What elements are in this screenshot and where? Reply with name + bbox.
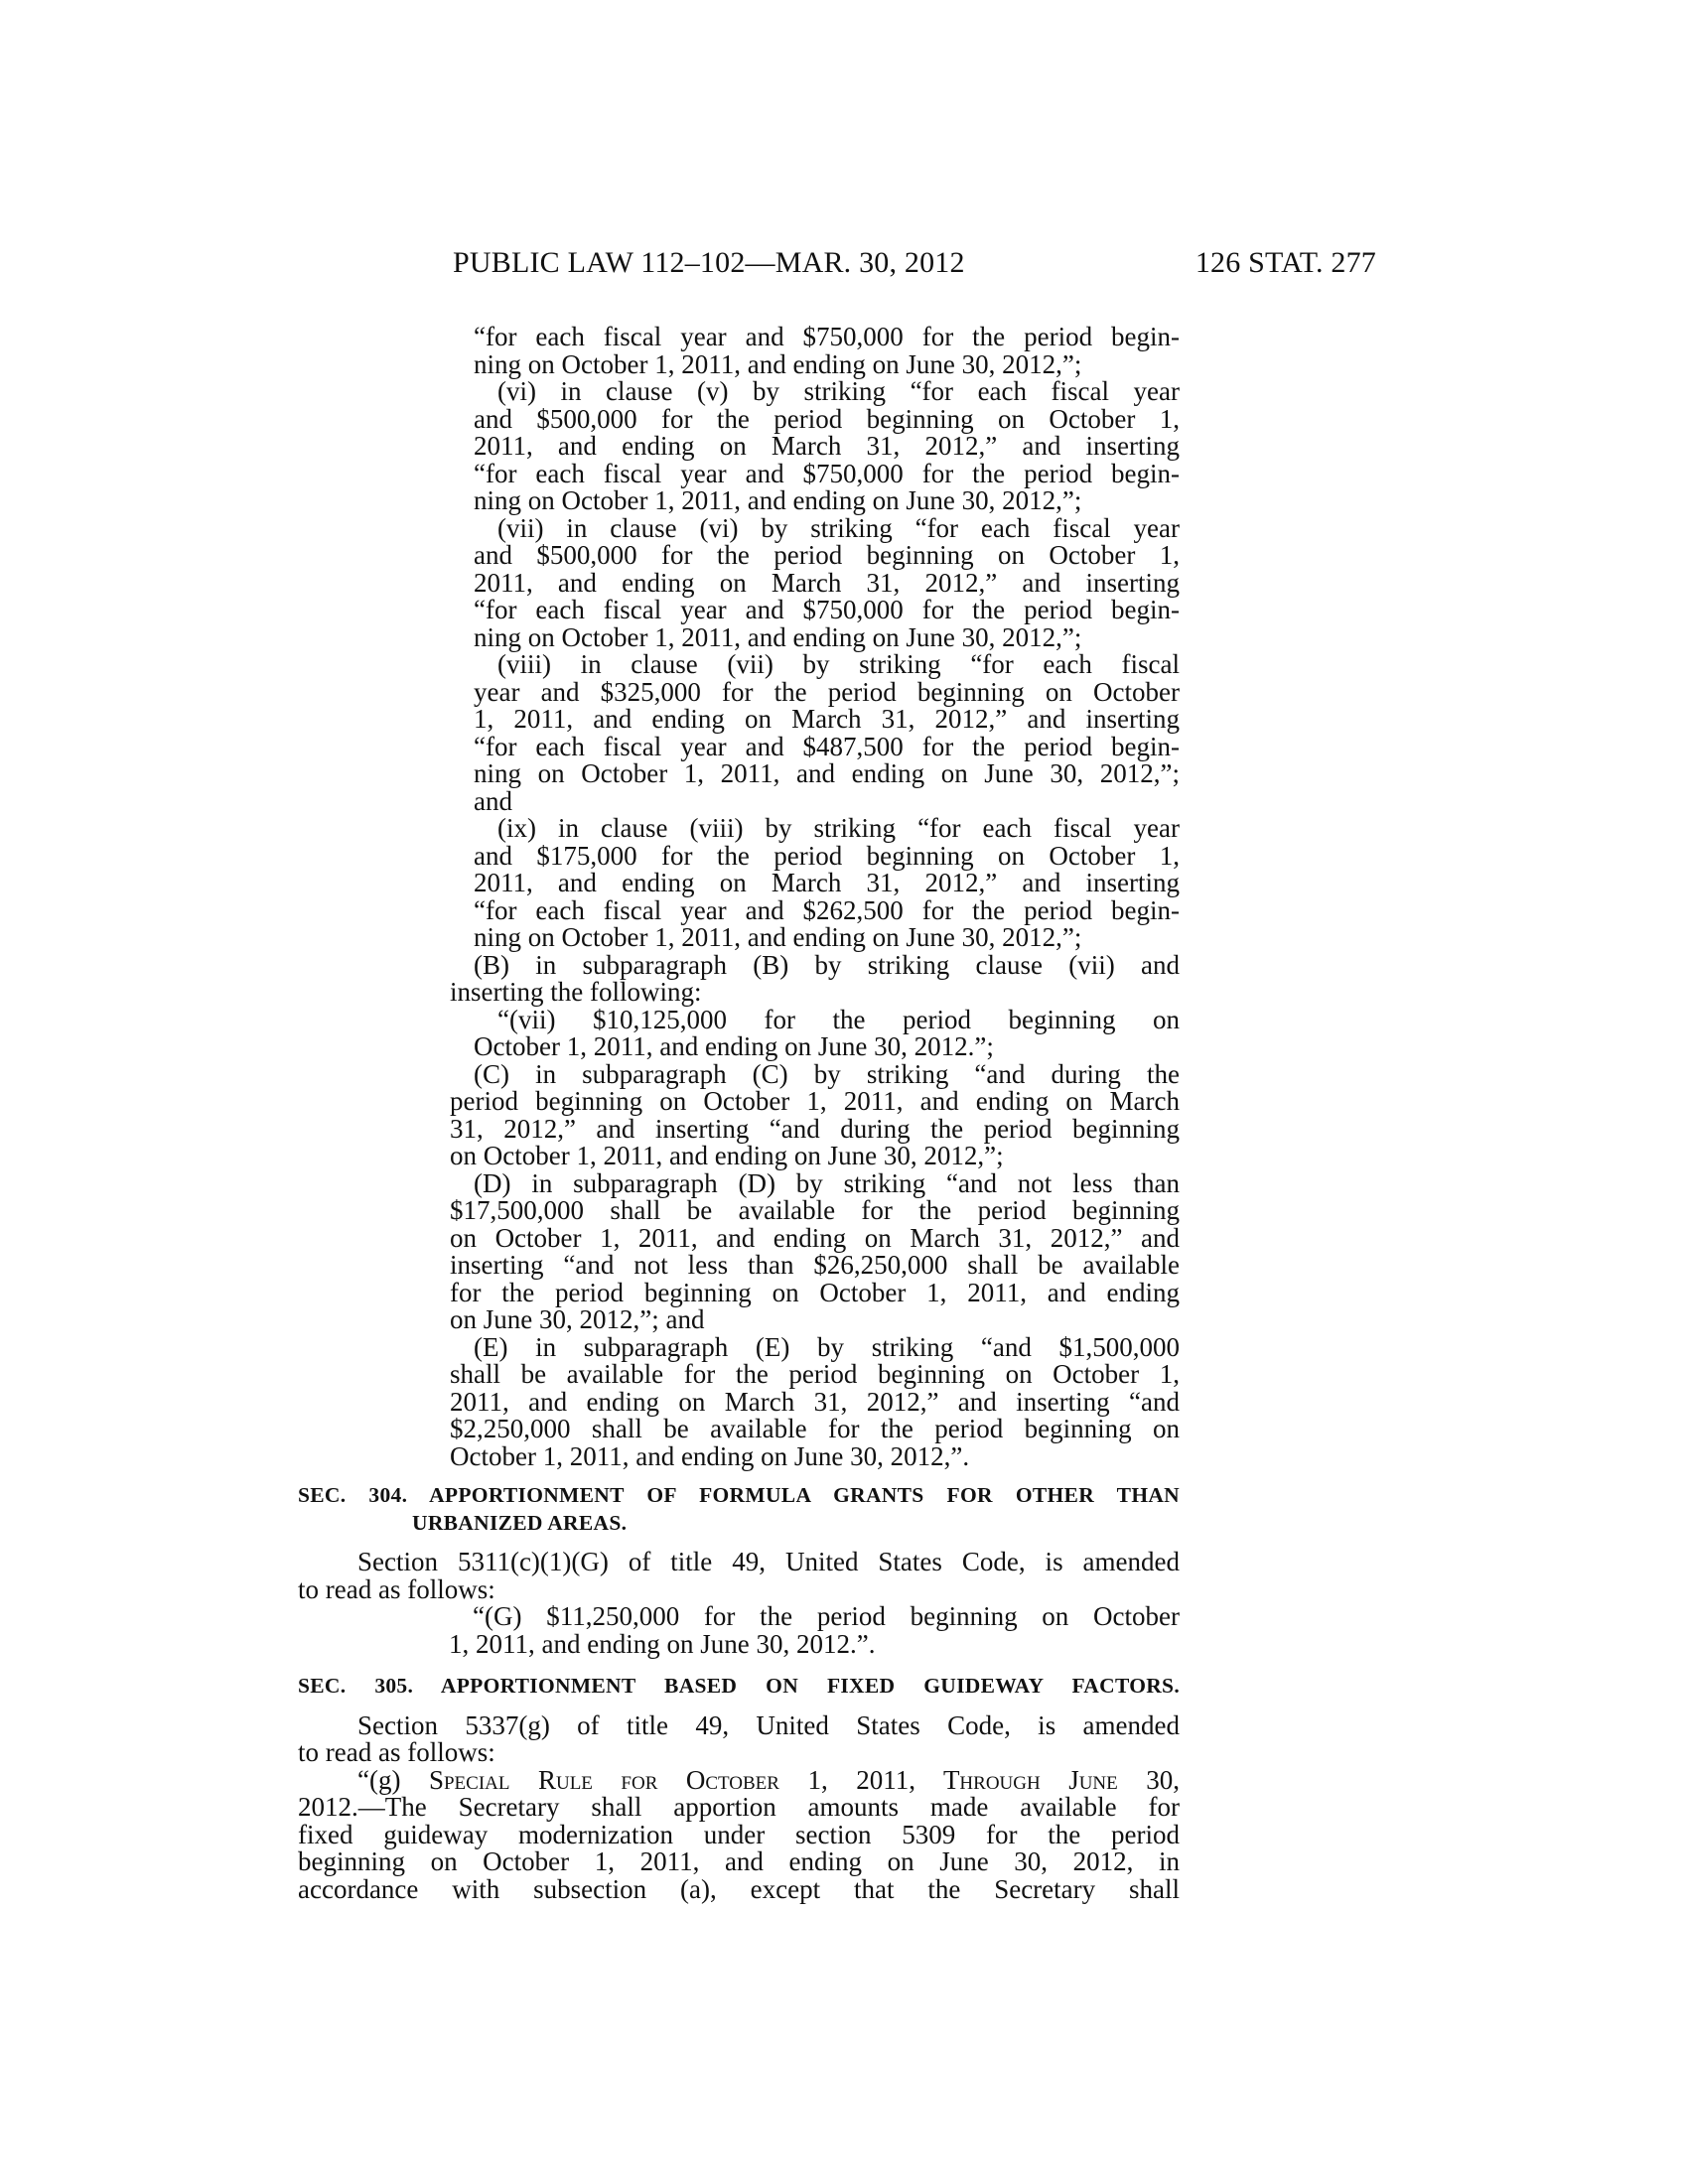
- text-line: “for each fiscal year and $750,000 for the period begin-: [474, 322, 1180, 351]
- text-line: inserting the following:: [450, 977, 702, 1007]
- running-head: PUBLIC LAW 112–102—MAR. 30, 2012: [453, 246, 965, 279]
- text-line: 2012.—The Secretary shall apportion amounts made available for: [298, 1792, 1180, 1822]
- text-line: 1, 2011, and ending on June 30, 2012.”.: [449, 1628, 876, 1659]
- subsection-marker: “(g): [357, 1764, 429, 1795]
- text-line: (D) in subparagraph (D) by striking “and not less than: [474, 1167, 1180, 1198]
- text-line: “for each fiscal year and $750,000 for the period begin-: [474, 595, 1180, 624]
- text-line: (ix) in clause (viii) by striking “for each fiscal year: [497, 813, 1180, 843]
- text-line: accordance with subsection (a), except that the Secretary shall: [298, 1873, 1180, 1904]
- text-line: 2011, and ending on March 31, 2012,” and inserting: [474, 868, 1180, 897]
- subsection-caption: Special Rule for October 1, 2011, Through June 30,: [428, 1764, 1180, 1795]
- statute-page-number: 126 STAT. 277: [1195, 246, 1376, 279]
- text-line: to read as follows:: [298, 1573, 495, 1604]
- text-line: (vi) in clause (v) by striking “for each fiscal year: [497, 376, 1180, 406]
- section-305: [298, 1673, 1180, 1903]
- text-line: and $175,000 for the period beginning on October 1,: [474, 840, 1180, 871]
- text-line: (E) in subparagraph (E) by striking “and $1,500,000: [474, 1331, 1180, 1362]
- text-line: on June 30, 2012,”; and: [450, 1304, 705, 1334]
- page-header: [453, 246, 1376, 286]
- text-line: ning on October 1, 2011, and ending on June 30, 2012,”;: [474, 758, 1180, 788]
- text-line: $2,250,000 shall be available for the period beginning on: [450, 1414, 1180, 1443]
- text-line: and $500,000 for the period beginning on October 1,: [474, 540, 1180, 570]
- text-line: Section 5311(c)(1)(G) of title 49, United States Code, is amended: [357, 1547, 1180, 1576]
- text-line: for the period beginning on October 1, 2011, and ending: [450, 1277, 1180, 1307]
- text-line: (vii) in clause (vi) by striking “for each fiscal year: [497, 512, 1180, 543]
- section-heading: SEC. 305. APPORTIONMENT BASED ON FIXED GUIDEWAY FACTORS.: [298, 1674, 1180, 1698]
- text-line: ning on October 1, 2011, and ending on June 30, 2012,”;: [474, 621, 1082, 652]
- section-heading-continued: URBANIZED AREAS.: [412, 1510, 628, 1535]
- text-line: and $500,000 for the period beginning on October 1,: [474, 403, 1180, 434]
- text-line: “(G) $11,250,000 for the period beginning on October: [473, 1601, 1180, 1631]
- text-line: 1, 2011, and ending on March 31, 2012,” and inserting: [474, 704, 1180, 734]
- text-line: inserting “and not less than $26,250,000 shall be available: [450, 1250, 1180, 1280]
- text-line: fixed guideway modernization under section 5309 for the period: [298, 1819, 1180, 1849]
- text-line: “for each fiscal year and $487,500 for the period begin-: [474, 731, 1180, 761]
- text-line: “(vii) $10,125,000 for the period beginning on: [497, 1004, 1180, 1034]
- section-304: [298, 1482, 1180, 1658]
- page-body: [298, 324, 1180, 1903]
- text-line: 2011, and ending on March 31, 2012,” and inserting “and: [450, 1386, 1180, 1417]
- text-line: to read as follows:: [298, 1737, 495, 1767]
- text-line: ning on October 1, 2011, and ending on June 30, 2012,”;: [474, 485, 1082, 515]
- text-line: period beginning on October 1, 2011, and ending on March: [450, 1086, 1180, 1116]
- text-line: 2011, and ending on March 31, 2012,” and inserting: [474, 431, 1180, 461]
- section-heading: SEC. 304. APPORTIONMENT OF FORMULA GRANTS FOR OTHER THAN: [298, 1483, 1180, 1507]
- text-line: $17,500,000 shall be available for the period beginning: [450, 1195, 1180, 1225]
- text-line: (C) in subparagraph (C) by striking “and during the: [474, 1058, 1180, 1089]
- text-line: (B) in subparagraph (B) by striking clause (vii) and: [474, 949, 1180, 980]
- text-line: ning on October 1, 2011, and ending on June 30, 2012,”;: [474, 922, 1082, 952]
- text-line: (viii) in clause (vii) by striking “for each fiscal: [497, 649, 1180, 679]
- text-line: Section 5337(g) of title 49, United States Code, is amended: [357, 1709, 1180, 1740]
- text-line: 31, 2012,” and inserting “and during the period beginning: [450, 1113, 1180, 1144]
- text-line: year and $325,000 for the period beginning on October: [474, 676, 1180, 707]
- text-line: “for each fiscal year and $750,000 for the period begin-: [474, 458, 1180, 488]
- text-line: ning on October 1, 2011, and ending on June 30, 2012,”;: [474, 348, 1082, 379]
- amendment-clauses: [298, 324, 1180, 1470]
- text-line: beginning on October 1, 2011, and ending on June 30, 2012, in: [298, 1846, 1180, 1876]
- text-line: [298, 1764, 1180, 1795]
- text-line: on October 1, 2011, and ending on March 31, 2012,” and: [450, 1222, 1180, 1253]
- text-line: October 1, 2011, and ending on June 30, 2012.”;: [474, 1031, 994, 1061]
- text-line: on October 1, 2011, and ending on June 30, 2012,”;: [450, 1141, 1004, 1170]
- text-line: “for each fiscal year and $262,500 for the period begin-: [474, 894, 1180, 925]
- text-line: October 1, 2011, and ending on June 30, 2012,”.: [450, 1440, 970, 1471]
- text-line: shall be available for the period beginning on October 1,: [450, 1359, 1180, 1389]
- text-line: and: [474, 785, 512, 816]
- text-line: 2011, and ending on March 31, 2012,” and inserting: [474, 567, 1180, 598]
